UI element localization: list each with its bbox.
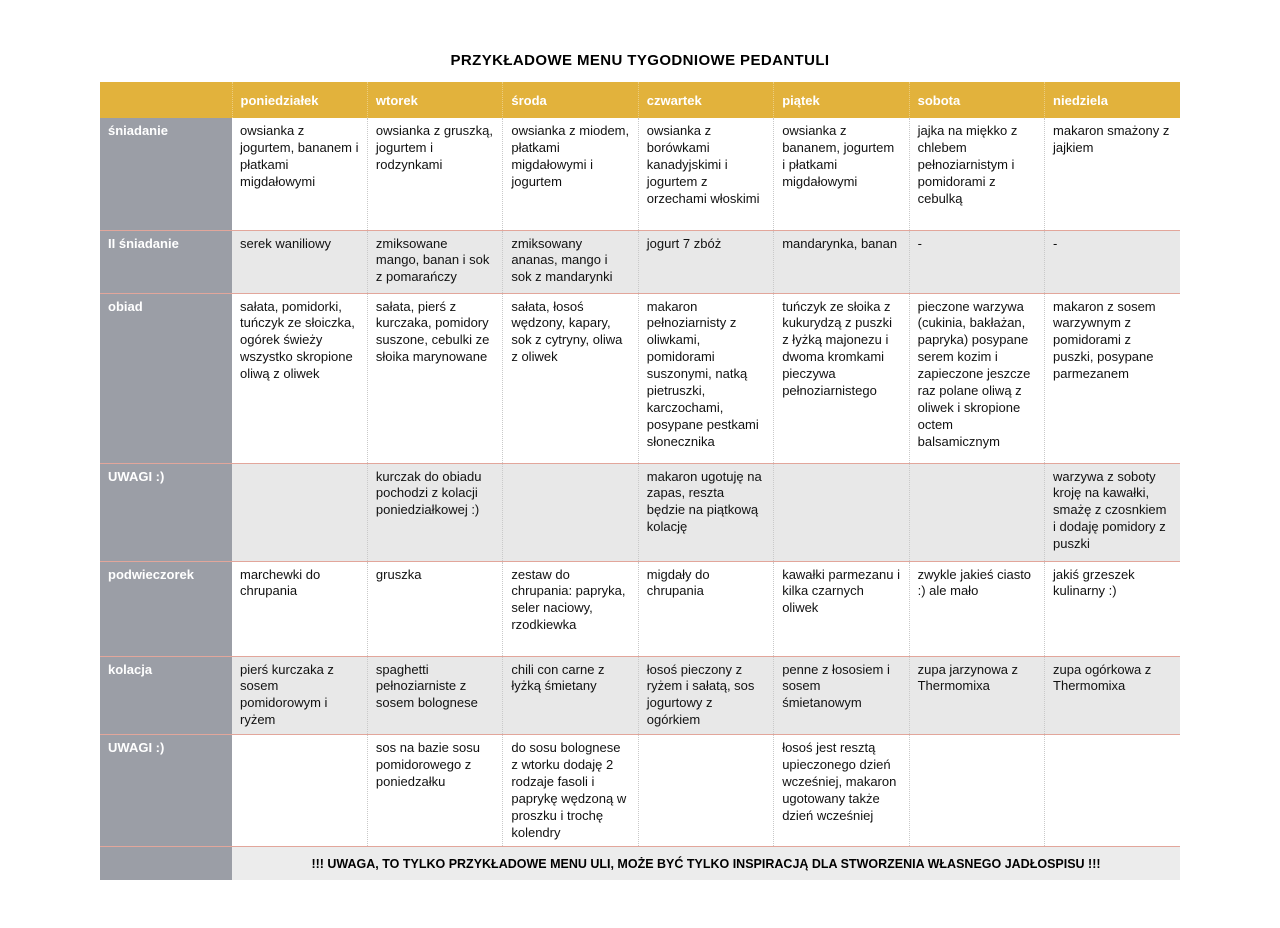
menu-cell: warzywa z soboty kroję na kawałki, smażę z czosnkiem i dodaję pomidory z puszki — [1045, 463, 1180, 561]
menu-cell: makaron z sosem warzywnym z pomidorami z puszki, posypane parmezanem — [1045, 293, 1180, 463]
meal-row — [100, 463, 1180, 561]
menu-cell — [909, 735, 1044, 847]
menu-cell: owsianka z jogurtem, bananem i płatkami migdałowymi — [232, 118, 367, 230]
menu-cell: penne z łososiem i sosem śmietanowym — [774, 656, 909, 735]
menu-cell: makaron pełnoziarnisty z oliwkami, pomidorami suszonymi, natką pietruszki, karczochami, posypane pestkami słonecznika — [638, 293, 773, 463]
day-header: środa — [503, 82, 638, 118]
menu-cell: chili con carne z łyżką śmietany — [503, 656, 638, 735]
menu-cell: jakiś grzeszek kulinarny :) — [1045, 561, 1180, 656]
menu-cell: owsianka z miodem, płatkami migdałowymi i jogurtem — [503, 118, 638, 230]
day-header: niedziela — [1045, 82, 1180, 118]
menu-cell: kawałki parmezanu i kilka czarnych oliwek — [774, 561, 909, 656]
menu-cell: zestaw do chrupania: papryka, seler naciowy, rzodkiewka — [503, 561, 638, 656]
meal-row — [100, 118, 1180, 230]
meal-row-label: kolacja — [100, 656, 232, 735]
menu-cell: sałata, pomidorki, tuńczyk ze słoiczka, ogórek świeży wszystko skropione oliwą z oliwek — [232, 293, 367, 463]
meal-row — [100, 561, 1180, 656]
menu-cell: owsianka z borówkami kanadyjskimi i jogurtem z orzechami włoskimi — [638, 118, 773, 230]
menu-cell: zupa ogórkowa z Thermomixa — [1045, 656, 1180, 735]
meal-row-label: podwieczorek — [100, 561, 232, 656]
menu-cell: mandarynka, banan — [774, 230, 909, 293]
notice-text: !!! UWAGA, TO TYLKO PRZYKŁADOWE MENU ULI, MOŻE BYĆ TYLKO INSPIRACJĄ DLA STWORZENIA WŁASNEGO JADŁOSPISU !!! — [232, 847, 1180, 881]
corner-cell — [100, 82, 232, 118]
menu-cell: - — [909, 230, 1044, 293]
menu-cell: serek waniliowy — [232, 230, 367, 293]
menu-cell: makaron ugotuję na zapas, reszta będzie na piątkową kolację — [638, 463, 773, 561]
day-header: sobota — [909, 82, 1044, 118]
menu-cell: do sosu bolognese z wtorku dodaję 2 rodzaje fasoli i paprykę wędzoną w proszku i trochę kolendry — [503, 735, 638, 847]
menu-cell — [232, 463, 367, 561]
menu-cell: spaghetti pełnoziarniste z sosem bolognese — [367, 656, 502, 735]
meal-row — [100, 230, 1180, 293]
day-header: piątek — [774, 82, 909, 118]
menu-cell: pierś kurczaka z sosem pomidorowym i ryżem — [232, 656, 367, 735]
menu-cell: owsianka z gruszką, jogurtem i rodzynkami — [367, 118, 502, 230]
notice-label-cell — [100, 847, 232, 881]
menu-cell: pieczone warzywa (cukinia, bakłażan, papryka) posypane serem kozim i zapieczone jeszcze raz polane oliwą z oliwek i skropione octem balsamicznym — [909, 293, 1044, 463]
meal-row-label: UWAGI :) — [100, 463, 232, 561]
menu-cell: owsianka z bananem, jogurtem i płatkami migdałowymi — [774, 118, 909, 230]
day-header: wtorek — [367, 82, 502, 118]
day-header: czwartek — [638, 82, 773, 118]
meal-row — [100, 735, 1180, 847]
menu-cell: tuńczyk ze słoika z kukurydzą z puszki z łyżką majonezu i dwoma kromkami pieczywa pełnoziarnistego — [774, 293, 909, 463]
menu-cell: marchewki do chrupania — [232, 561, 367, 656]
menu-cell: gruszka — [367, 561, 502, 656]
meal-row-label: II śniadanie — [100, 230, 232, 293]
menu-cell: sałata, łosoś wędzony, kapary, sok z cytryny, oliwa z oliwek — [503, 293, 638, 463]
meal-row — [100, 656, 1180, 735]
menu-cell: zmiksowane mango, banan i sok z pomarańczy — [367, 230, 502, 293]
menu-cell: makaron smażony z jajkiem — [1045, 118, 1180, 230]
menu-cell: jajka na miękko z chlebem pełnoziarnistym i pomidorami z cebulką — [909, 118, 1044, 230]
page-title: PRZYKŁADOWE MENU TYGODNIOWE PEDANTULI — [450, 52, 830, 69]
menu-cell: zwykle jakieś ciasto :) ale mało — [909, 561, 1044, 656]
meal-row-label: UWAGI :) — [100, 735, 232, 847]
menu-cell: jogurt 7 zbóż — [638, 230, 773, 293]
menu-table-body — [100, 118, 1180, 847]
menu-cell — [638, 735, 773, 847]
menu-cell: łosoś jest resztą upieczonego dzień wcześniej, makaron ugotowany także dzień wcześniej — [774, 735, 909, 847]
day-header: poniedziałek — [232, 82, 367, 118]
menu-cell: zmiksowany ananas, mango i sok z mandarynki — [503, 230, 638, 293]
menu-cell: łosoś pieczony z ryżem i sałatą, sos jogurtowy z ogórkiem — [638, 656, 773, 735]
menu-cell — [774, 463, 909, 561]
meal-row-label: śniadanie — [100, 118, 232, 230]
menu-cell — [1045, 735, 1180, 847]
meal-row — [100, 293, 1180, 463]
menu-cell: sałata, pierś z kurczaka, pomidory suszone, cebulki ze słoika marynowane — [367, 293, 502, 463]
menu-cell: migdały do chrupania — [638, 561, 773, 656]
notice-row — [100, 847, 1180, 881]
menu-cell — [909, 463, 1044, 561]
menu-cell: - — [1045, 230, 1180, 293]
menu-cell — [503, 463, 638, 561]
meal-row-label: obiad — [100, 293, 232, 463]
menu-cell: zupa jarzynowa z Thermomixa — [909, 656, 1044, 735]
weekly-menu-table — [100, 82, 1180, 880]
day-header-row — [100, 82, 1180, 118]
menu-cell: kurczak do obiadu pochodzi z kolacji poniedziałkowej :) — [367, 463, 502, 561]
menu-cell: sos na bazie sosu pomidorowego z poniedzałku — [367, 735, 502, 847]
menu-cell — [232, 735, 367, 847]
